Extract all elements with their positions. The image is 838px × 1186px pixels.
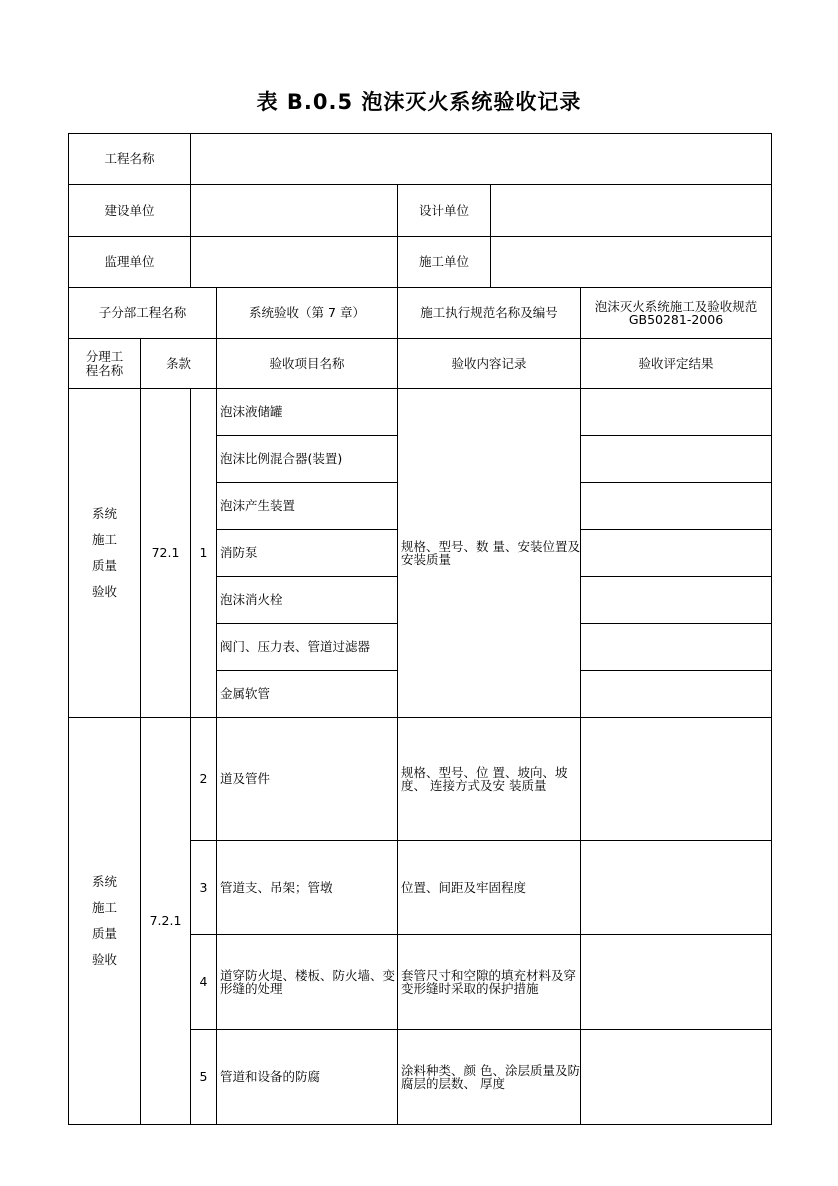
section2-row-no: 2 <box>190 717 217 841</box>
section1-no: 1 <box>190 388 217 718</box>
section2-row-result[interactable] <box>580 1029 772 1125</box>
section2-row-item: 道及管件 <box>216 717 398 841</box>
section2-row-item: 管道支、吊架；管墩 <box>216 840 398 935</box>
section1-name: 系统 施工 质量 验收 <box>68 388 141 718</box>
col-header-item: 验收项目名称 <box>216 338 398 389</box>
section2-row-no: 5 <box>190 1029 217 1125</box>
section1-item-result[interactable] <box>580 670 772 718</box>
section2-row-content: 涂料种类、颜 色、涂层质量及防腐层的层数、 厚度 <box>397 1029 581 1125</box>
builder-field[interactable] <box>190 184 398 237</box>
subdivision-value: 系统验收（第 7 章） <box>216 287 398 339</box>
col-header-result: 验收评定结果 <box>580 338 772 389</box>
section1-item-result[interactable] <box>580 388 772 436</box>
designer-label: 设计单位 <box>397 184 491 237</box>
col-header-subitem: 分理工程名称 <box>68 338 141 389</box>
section1-item-result[interactable] <box>580 623 772 671</box>
section2-name: 系统 施工 质量 验收 <box>68 717 141 1125</box>
section1-item-result[interactable] <box>580 435 772 483</box>
section2-row-result[interactable] <box>580 934 772 1030</box>
section2-row-no: 3 <box>190 840 217 935</box>
page-title: 表 B.0.5 泡沫灭火系统验收记录 <box>256 90 582 114</box>
section2-row-content: 规格、型号、位 置、坡向、坡度、 连接方式及安 装质量 <box>397 717 581 841</box>
standard-value <box>580 287 772 339</box>
section1-clause: 72.1 <box>140 388 191 718</box>
constructor-label: 施工单位 <box>397 236 491 288</box>
standard-label: 施工执行规范名称及编号 <box>397 287 581 339</box>
section1-item-result[interactable] <box>580 482 772 530</box>
section1-item-result[interactable] <box>580 529 772 577</box>
subdivision-label: 子分部工程名称 <box>68 287 217 339</box>
col-header-content: 验收内容记录 <box>397 338 581 389</box>
constructor-field[interactable] <box>490 236 772 288</box>
section1-item-name: 泡沫液储罐 <box>216 388 398 436</box>
section2-row-content: 套管尺寸和空隙的填充材料及穿变形缝时采取的保护措施 <box>397 934 581 1030</box>
project-name-field[interactable] <box>190 133 772 185</box>
builder-label: 建设单位 <box>68 184 191 237</box>
section1-item-name: 泡沫产生装置 <box>216 482 398 530</box>
section2-row-item: 管道和设备的防腐 <box>216 1029 398 1125</box>
designer-field[interactable] <box>490 184 772 237</box>
standard-code: GB50281-2006 <box>628 312 724 327</box>
section2-row-content: 位置、间距及牢固程度 <box>397 840 581 935</box>
supervisor-field[interactable] <box>190 236 398 288</box>
section1-item-name: 阀门、压力表、管道过滤器 <box>216 623 398 671</box>
section1-content: 规格、型号、数 量、安装位置及 安装质量 <box>397 388 581 718</box>
section1-item-name: 消防泵 <box>216 529 398 577</box>
section2-row-result[interactable] <box>580 717 772 841</box>
project-name-label: 工程名称 <box>68 133 191 185</box>
section2-row-result[interactable] <box>580 840 772 935</box>
section1-item-name: 金属软管 <box>216 670 398 718</box>
col-header-clause: 条款 <box>140 338 217 389</box>
section2-row-item: 道穿防火堤、楼板、防火墙、变 形缝的处理 <box>216 934 398 1030</box>
section2-clause: 7.2.1 <box>140 717 191 1125</box>
section2-row-no: 4 <box>190 934 217 1030</box>
section1-item-name: 泡沫比例混合器(装置) <box>216 435 398 483</box>
supervisor-label: 监理单位 <box>68 236 191 288</box>
section1-item-name: 泡沫消火栓 <box>216 576 398 624</box>
section1-item-result[interactable] <box>580 576 772 624</box>
standard-name: 泡沫灭火系统施工及验收规范 <box>594 298 758 314</box>
